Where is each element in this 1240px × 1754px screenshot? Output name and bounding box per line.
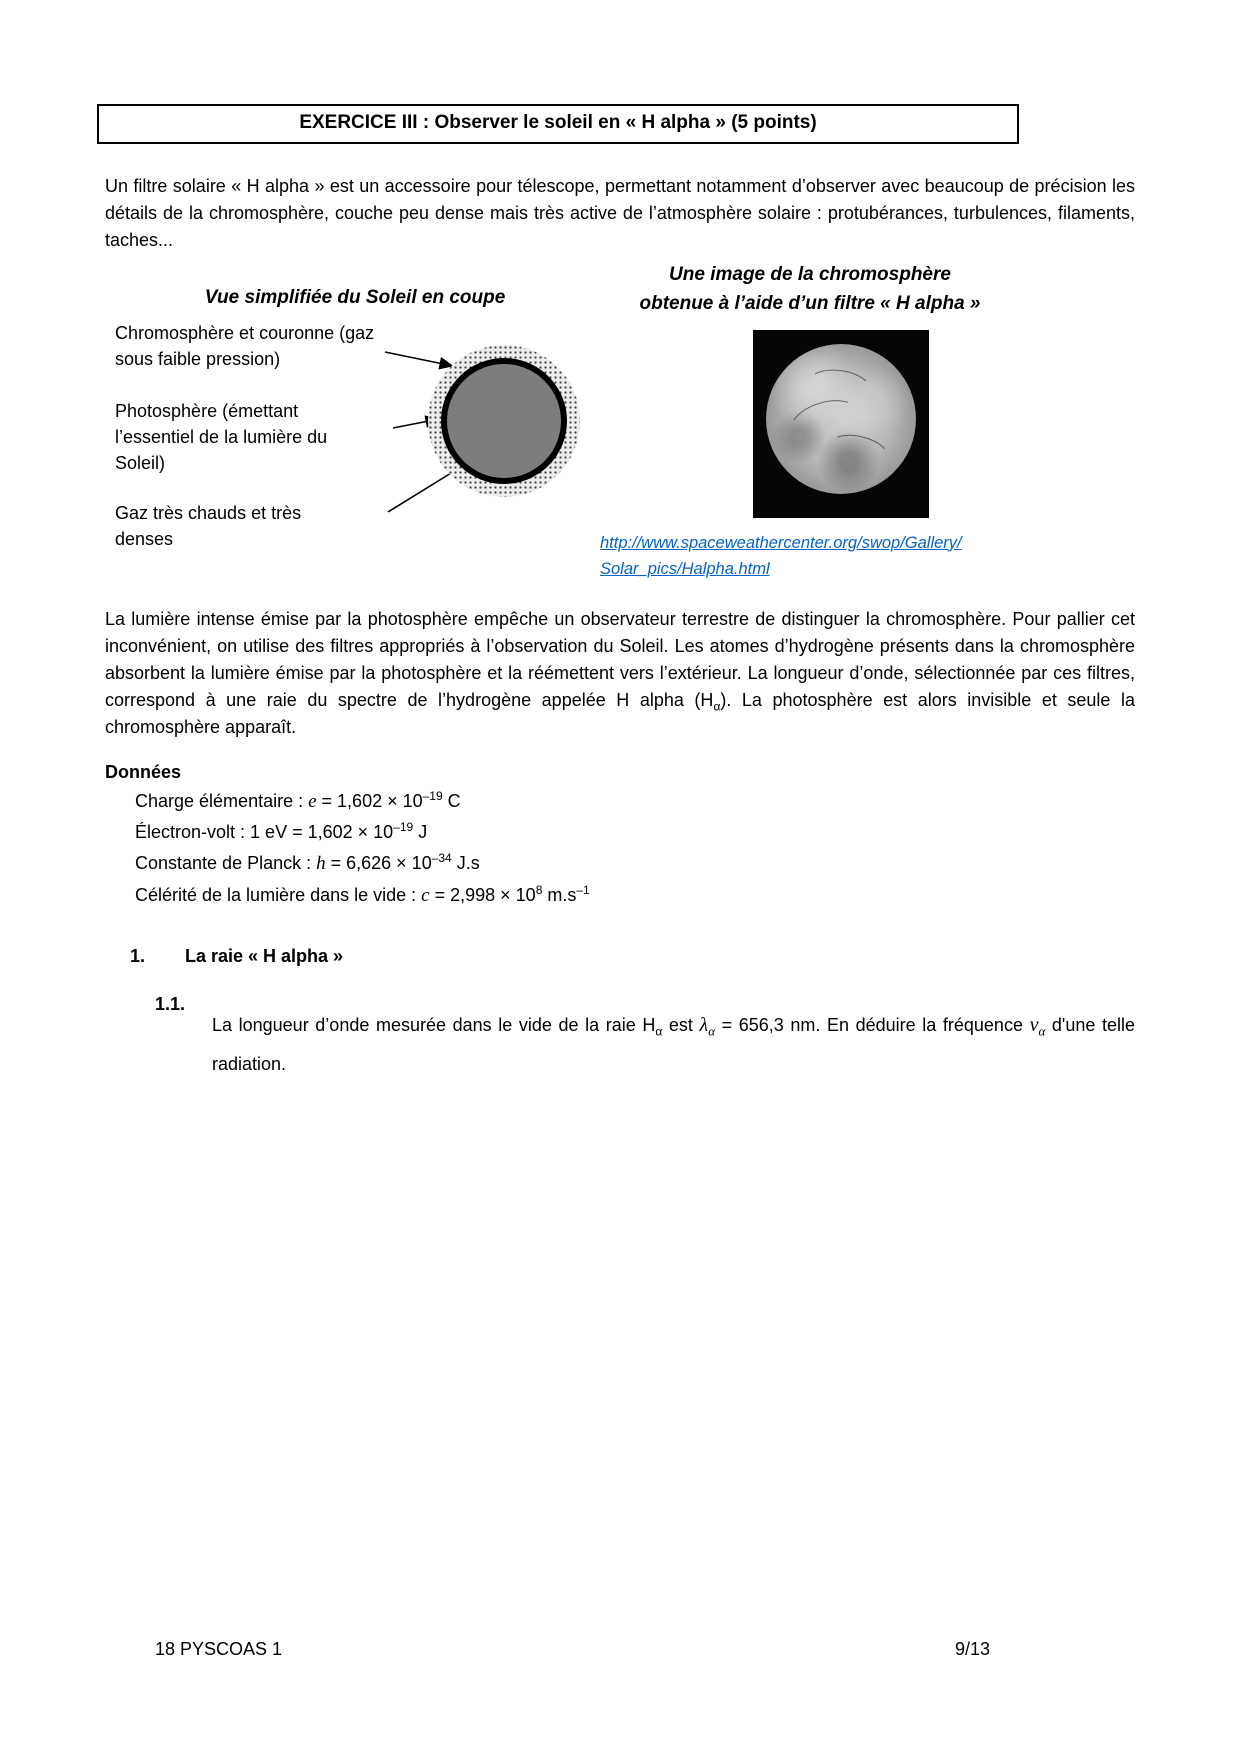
exponent: –34 <box>431 851 452 866</box>
question-text-part: est <box>662 1014 700 1035</box>
section-1-heading <box>130 943 1135 970</box>
right-figure-title-line2: obtenue à l’aide d’un filtre « H alpha » <box>639 292 981 314</box>
data-section-heading: Données <box>105 761 182 782</box>
data-text: = 1,602 × 10 <box>287 821 394 842</box>
left-figure-title: Vue simplifiée du Soleil en coupe <box>204 286 506 308</box>
figure-section <box>105 260 1135 594</box>
question-text-part: = 656,3 nm. En déduire la fréquence <box>715 1014 1030 1035</box>
exercise-title-box <box>97 104 1019 144</box>
source-hyperlink-line2[interactable]: Solar_pics/Halpha.html <box>600 559 770 578</box>
data-text: J <box>413 821 428 842</box>
section-title: La raie « H alpha » <box>185 945 344 966</box>
data-text: Célérité de la lumière dans le vide : <box>135 884 422 905</box>
data-text: m.s <box>542 884 577 905</box>
label-dense-gas: Gaz très chauds et très denses <box>115 502 302 549</box>
variable-symbol: h <box>316 853 326 875</box>
data-item-elementary-charge <box>135 786 1135 817</box>
data-text: = 6,626 × 10 <box>325 853 432 874</box>
data-item-planck-constant <box>135 848 1135 879</box>
question-text-part: d'une telle radiation. <box>212 1014 1136 1074</box>
explanation-text-part: ). La photosphère est alors invisible et seule la chromosphère apparaît. <box>105 689 1136 737</box>
document-page <box>105 0 1135 1102</box>
right-figure-title <box>585 260 1035 319</box>
footer-document-code: 18 PYSCOAS 1 <box>155 1639 283 1659</box>
source-hyperlink[interactable] <box>600 530 1050 583</box>
exponent: –1 <box>576 882 590 897</box>
data-text: = 1,602 × 10 <box>316 790 423 811</box>
explanation-text-part: La lumière intense émise par la photosphère empêche un observateur terrestre de distinguer la chromosphère. Pour pallier cet inconvénient, on utilise des filtres appropriés à l’observation du Soleil. Les atomes d’hydrogène présents dans la chromosphère absorbent la lumière émise par la photosphère et la réémettent vers l’extérieur. La longueur d’onde, sélectionnée par ces filtres, correspond à une raie du spectre de l’hydrogène appelée H alpha (H <box>105 608 1135 710</box>
lambda-symbol: λ <box>699 1013 709 1036</box>
exponent: –19 <box>422 788 443 803</box>
label-chromosphere: Chromosphère et couronne (gaz sous faible pression) <box>115 322 375 369</box>
data-list <box>135 786 1135 911</box>
question-text-part: La longueur d’onde mesurée dans le vide de la raie H <box>212 1014 656 1035</box>
data-text: Charge élémentaire : <box>135 790 309 811</box>
variable-symbol: c <box>421 884 430 906</box>
subscript-alpha: α <box>655 1024 663 1039</box>
data-text: Électron-volt : 1 eV <box>135 821 288 842</box>
exponent: 8 <box>535 882 543 897</box>
question-number: 1.1. <box>155 993 186 1014</box>
label-photosphere: Photosphère (émettant l’essentiel de la lumière du Soleil) <box>115 400 328 473</box>
subscript-alpha: α <box>1038 1023 1046 1039</box>
sun-disc-image <box>766 344 916 494</box>
subscript-alpha: α <box>708 1023 716 1039</box>
intro-paragraph: Un filtre solaire « H alpha » est un accessoire pour télescope, permettant notamment d’observer avec beaucoup de précision les détails de la chromosphère, couche peu dense mais très active de l’atmosphère solaire : protubérances, turbulences, filaments, taches... <box>105 175 1135 250</box>
data-item-speed-of-light <box>135 880 1135 911</box>
nu-symbol: ν <box>1029 1013 1039 1036</box>
data-text: J.s <box>451 853 480 874</box>
exercise-title: EXERCICE III : Observer le soleil en « H alpha » (5 points) <box>299 112 817 133</box>
source-hyperlink-line1[interactable]: http://www.spaceweathercenter.org/swop/Gallery/ <box>600 533 962 552</box>
data-text: = 2,998 × 10 <box>429 884 536 905</box>
explanation-paragraph <box>105 606 1135 741</box>
question-text <box>212 1004 1135 1084</box>
exponent: –19 <box>393 819 414 834</box>
data-text: C <box>442 790 461 811</box>
section-number: 1. <box>130 945 146 966</box>
data-text: Constante de Planck : <box>135 853 317 874</box>
subscript-alpha: α <box>713 699 721 714</box>
question-1-1 <box>155 986 1135 1102</box>
data-item-electron-volt <box>135 817 1135 848</box>
right-figure-title-line1: Une image de la chromosphère <box>669 263 951 285</box>
footer-page-number: 9/13 <box>955 1639 991 1659</box>
chromosphere-photo <box>753 330 929 518</box>
variable-symbol: e <box>308 790 317 812</box>
sun-diagram-photosphere-disc <box>441 358 567 484</box>
